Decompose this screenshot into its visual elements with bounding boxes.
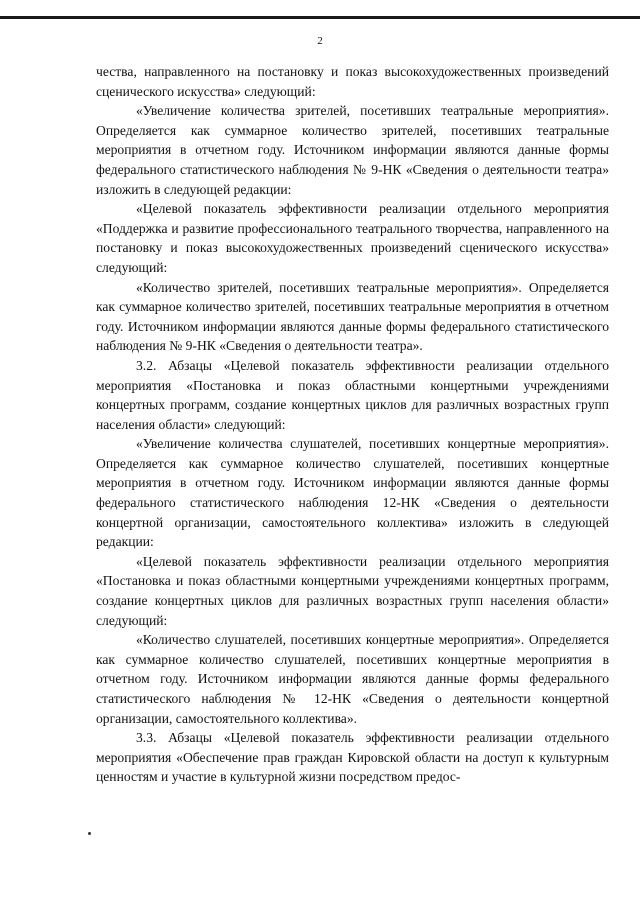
paragraph-quote-viewers-increase: «Увеличение количества зрителей, посетивших театральные мероприятия». Определяется как суммарное количество зрителей, посетивших театральные мероприятия в отчетном году. Источником информации являются данные формы федерального статистического наблюдения № 9-НК «Сведения о деятельности театра» изложить в следующей редакции: — [96, 103, 609, 197]
paragraph-quote-theatre-indicator: «Целевой показатель эффективности реализации отдельного мероприятия «Поддержка и развитие профессионального театрального творчества, направленного на постановку и показ высокохудожественных произведений сценического искусства» следующий: — [96, 201, 609, 275]
margin-mark — [88, 832, 91, 835]
paragraph-item-3-3: 3.3. Абзацы «Целевой показатель эффективности реализации отдельного мероприятия «Обеспечение прав граждан Кировской области на доступ к культурным ценностям и участие в культурной жизни посредством предос- — [96, 730, 609, 785]
paragraph-quote-concert-indicator: «Целевой показатель эффективности реализации отдельного мероприятия «Постановка и показ областными концертными учреждениями концертных программ, создание концертных циклов для различных возрастных групп населения области» следующий: — [96, 553, 609, 628]
top-border-rule — [0, 0, 640, 19]
paragraph-item-3-2: 3.2. Абзацы «Целевой показатель эффективности реализации отдельного мероприятия «Постановка и показ областными концертными учреждениями концертных программ, создание концертных циклов для различных возрастных групп населения области» следующий: — [96, 357, 609, 432]
paragraph-quote-listeners-increase: «Увеличение количества слушателей, посетивших концертные мероприятия». Определяется как суммарное количество слушателей, посетивших концертные мероприятия в отчетном году. Источником информации являются данные формы федерального статистического наблюдения 12-НК «Сведения о деятельности концертной организации, самостоятельного коллектива» изложить в следующей редакции: — [96, 436, 609, 550]
paragraph-quote-viewers-count: «Количество зрителей, посетивших театральные мероприятия». Определяется как суммарное количество зрителей, посетивших театральные мероприятия в отчетном году. Источником информации являются данные формы федерального статистического наблюдения № 9-НК «Сведения о деятельности театра». — [96, 279, 609, 354]
document-body — [96, 62, 609, 787]
paragraph-quote-listeners-count: «Количество слушателей, посетивших концертные мероприятия». Определяется как суммарное количество слушателей, посетивших концертные мероприятия в отчетном году. Источником информации являются данные формы федерального статистического наблюдения № 12-НК «Сведения о деятельности концертной организации, самостоятельного коллектива». — [96, 632, 609, 726]
paragraph-continuation: чества, направленного на постановку и показ высокохудожественных произведений сценического искусства» следующий: — [96, 64, 609, 99]
page-number: 2 — [317, 35, 323, 47]
